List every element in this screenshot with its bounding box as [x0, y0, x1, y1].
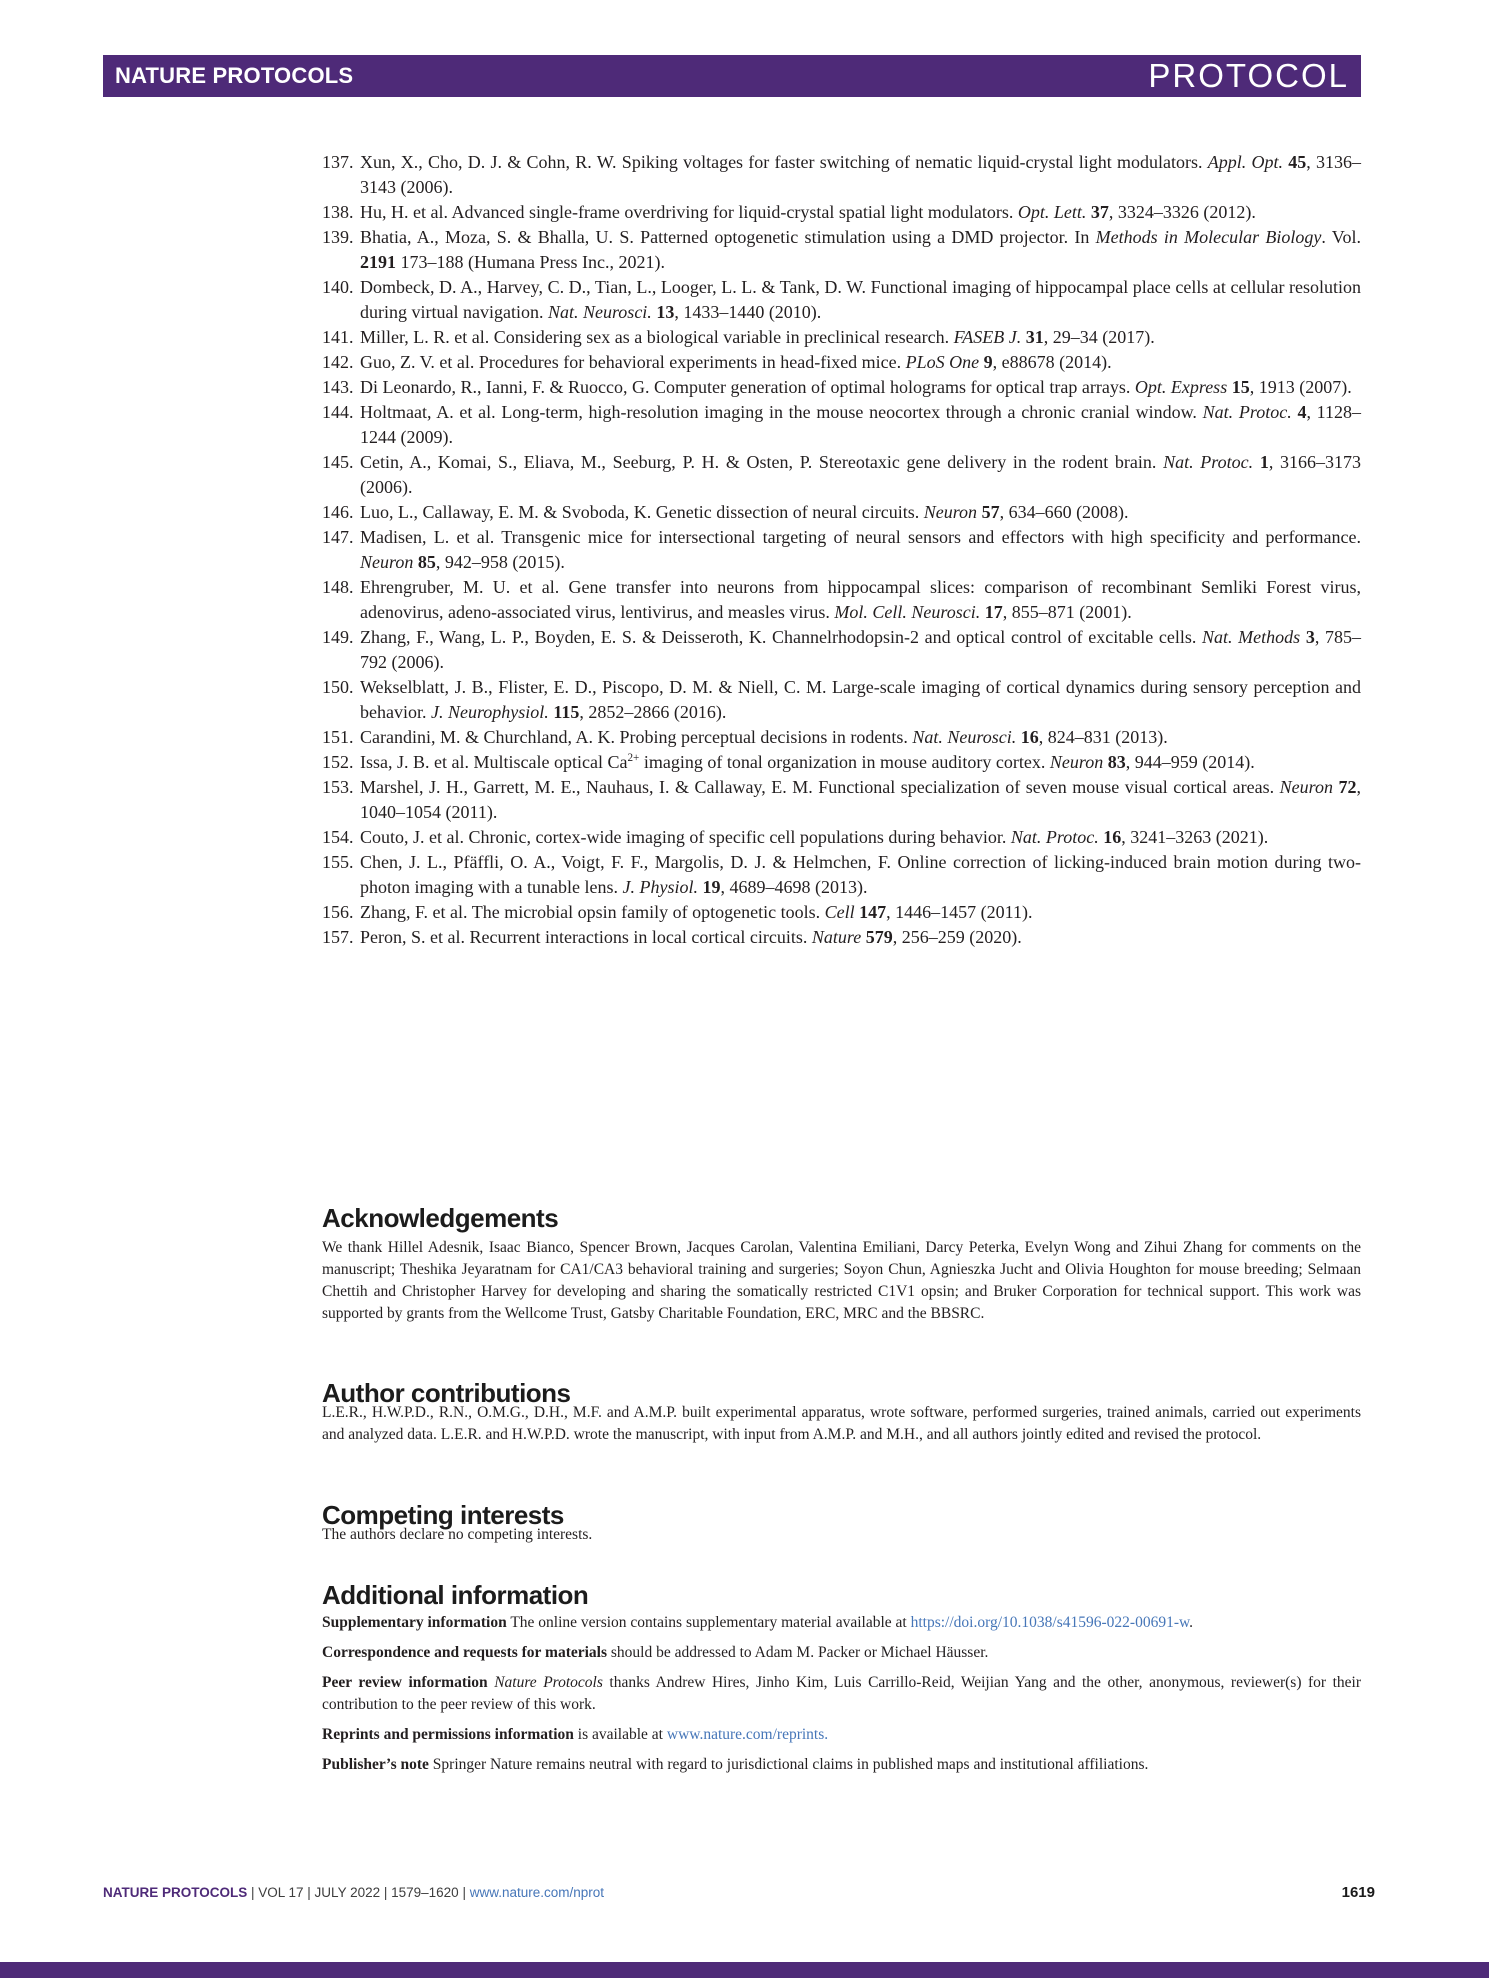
text-segment: | VOL 17 | JULY 2022 | 1579–1620 |	[247, 1885, 470, 1900]
reference-number: 141.	[322, 327, 354, 347]
text-segment: 173–188 (Humana Press Inc., 2021).	[396, 252, 665, 272]
text-segment: , 1446–1457 (2011).	[886, 902, 1033, 922]
author-contributions-text: L.E.R., H.W.P.D., R.N., O.M.G., D.H., M.F. and A.M.P. built experimental apparatus, wrote software, performed surgeries, trained animals, carried out experiments and analyzed data. L.E.R. and H.W.P.D. wrote the manuscript, with input from A.M.P. and M.H., and all authors jointly edited and revised the protocol.	[322, 1404, 1361, 1443]
text-segment: Nat. Neurosci.	[547, 302, 657, 322]
text-segment: Nat. Neurosci.	[912, 727, 1021, 747]
text-segment: 17	[984, 602, 1003, 622]
text-segment: 9	[983, 352, 993, 372]
reference-item	[322, 750, 1361, 775]
reference-text	[360, 400, 1361, 450]
text-segment: , 785–792 (2006).	[360, 627, 1362, 672]
text-segment: 3	[1305, 627, 1315, 647]
acknowledgements-heading: Acknowledgements	[322, 1203, 559, 1233]
text-segment: Methods in Molecular Biology	[1095, 227, 1322, 247]
text-segment: Wekselblatt, J. B., Flister, E. D., Piscopo, D. M. & Niell, C. M. Large-scale imaging of cortical dynamics during sensory perception and behavior.	[360, 677, 1361, 722]
text-segment: 85	[417, 552, 436, 572]
text-segment: , 4689–4698 (2013).	[720, 877, 868, 897]
reference-item	[322, 925, 1361, 950]
text-segment: , 256–259 (2020).	[892, 927, 1022, 947]
text-segment: 2191	[360, 252, 396, 272]
text-segment: Chen, J. L., Pfäffli, O. A., Voigt, F. F., Margolis, D. J. & Helmchen, F. Online correction of licking-induced brain motion during two-photon imaging with a tunable lens.	[360, 852, 1361, 897]
text-segment: Opt. Express	[1134, 377, 1232, 397]
text-segment: Appl. Opt.	[1207, 152, 1289, 172]
text-segment: 19	[702, 877, 721, 897]
reference-number: 138.	[322, 202, 354, 222]
reference-text	[360, 375, 1361, 400]
text-segment: Opt. Lett.	[1017, 202, 1091, 222]
text-segment: , 855–871 (2001).	[1002, 602, 1132, 622]
reference-text	[360, 575, 1361, 625]
reference-text	[360, 275, 1361, 325]
text-segment: imaging of tonal organization in mouse auditory cortex.	[639, 752, 1050, 772]
text-segment: Guo, Z. V. et al. Procedures for behavioral experiments in head-fixed mice.	[360, 352, 906, 372]
text-segment: , 944–959 (2014).	[1125, 752, 1255, 772]
text-segment: , 3241–3263 (2021).	[1121, 827, 1269, 847]
text-segment: Nature Protocols	[494, 1674, 603, 1691]
text-segment: , 2852–2866 (2016).	[579, 702, 727, 722]
reference-text	[360, 350, 1361, 375]
text-segment: Dombeck, D. A., Harvey, C. D., Tian, L., Looger, L. L. & Tank, D. W. Functional imaging of hippocampal place cells at cellular resolution during virtual navigation.	[360, 277, 1361, 322]
text-segment: Madisen, L. et al. Transgenic mice for intersectional targeting of neural sensors and effectors with high specificity and performance.	[360, 527, 1361, 547]
text-segment: Neuron	[360, 552, 418, 572]
text-segment: , 1040–1054 (2011).	[360, 777, 1361, 822]
competing-interests-heading: Competing interests	[322, 1500, 564, 1530]
text-segment: Couto, J. et al. Chronic, cortex-wide imaging of specific cell populations during behavior.	[360, 827, 1011, 847]
text-segment: 16	[1020, 727, 1039, 747]
text-segment: J. Neurophysiol.	[430, 702, 554, 722]
reference-number: 148.	[322, 577, 354, 597]
text-segment: 2+	[627, 752, 640, 764]
additional-info-paragraph	[322, 1642, 1361, 1664]
reference-number: 155.	[322, 852, 354, 872]
text-segment: is available at	[573, 1726, 667, 1743]
text-segment: 1	[1259, 452, 1269, 472]
references-list	[322, 150, 1361, 950]
text-segment: Mol. Cell. Neurosci.	[834, 602, 985, 622]
reference-number: 149.	[322, 627, 354, 647]
text-segment: 45	[1288, 152, 1307, 172]
text-segment: Holtmaat, A. et al. Long-term, high-resolution imaging in the mouse neocortex through a chronic cranial window.	[360, 402, 1203, 422]
text-segment: , 3166–3173 (2006).	[360, 452, 1361, 497]
text-segment: Miller, L. R. et al. Considering sex as a biological variable in preclinical research.	[360, 327, 954, 347]
additional-info-paragraph	[322, 1754, 1361, 1776]
text-segment: Supplementary information	[322, 1614, 507, 1631]
journal-name: NATURE PROTOCOLS	[115, 63, 354, 88]
text-segment: Marshel, J. H., Garrett, M. E., Nauhaus, I. & Callaway, E. M. Functional specialization of seven mouse visual cortical areas.	[360, 777, 1280, 797]
text-segment: , 824–831 (2013).	[1038, 727, 1168, 747]
text-segment: 115	[553, 702, 580, 722]
reference-item	[322, 725, 1361, 750]
reference-number: 144.	[322, 402, 354, 422]
text-segment: Zhang, F. et al. The microbial opsin family of optogenetic tools.	[360, 902, 825, 922]
text-segment: Neuron	[923, 502, 982, 522]
article-type-label: PROTOCOL	[1148, 56, 1349, 95]
reference-number: 152.	[322, 752, 354, 772]
reference-number: 157.	[322, 927, 354, 947]
reference-text	[360, 225, 1361, 275]
text-segment: Reprints and permissions information	[322, 1726, 574, 1743]
reference-number: 150.	[322, 677, 354, 697]
reprints-link[interactable]: www.nature.com/reprints.	[666, 1726, 829, 1743]
reference-number: 153.	[322, 777, 354, 797]
text-segment: Di Leonardo, R., Ianni, F. & Ruocco, G. Computer generation of optimal holograms for optical trap arrays.	[360, 377, 1135, 397]
reference-item	[322, 200, 1361, 225]
text-segment: 16	[1103, 827, 1122, 847]
reference-item	[322, 525, 1361, 575]
reference-text	[360, 450, 1361, 500]
reference-item	[322, 500, 1361, 525]
reference-item	[322, 325, 1361, 350]
text-segment: , 3136–3143 (2006).	[360, 152, 1362, 197]
reference-number: 142.	[322, 352, 354, 372]
reference-item	[322, 225, 1361, 275]
acknowledgements-text: We thank Hillel Adesnik, Isaac Bianco, Spencer Brown, Jacques Carolan, Valentina Emiliani, Darcy Peterka, Evelyn Wong and Zihui Zhang for comments on the manuscript; Theshika Jeyaratnam for CA1/CA3 behavioral training and surgeries; Soyon Chun, Agnieszka Jucht and Olivia Houghton for mouse breeding; Selmaan Chettih and Christopher Harvey for developing and sharing the somatically restricted C1V1 opsin; and Bruker Corporation for technical support. This work was supported by grants from the Wellcome Trust, Gatsby Charitable Foundation, ERC, MRC and the BBSRC.	[322, 1239, 1361, 1322]
reference-text	[360, 850, 1361, 900]
text-segment: 4	[1297, 402, 1307, 422]
reference-item	[322, 450, 1361, 500]
text-segment: 15	[1231, 377, 1250, 397]
text-segment: 83	[1107, 752, 1126, 772]
text-segment: 57	[981, 502, 1000, 522]
header-bar	[103, 55, 1361, 97]
text-segment: Cetin, A., Komai, S., Eliava, M., Seeburg, P. H. & Osten, P. Stereotaxic gene delivery in the rodent brain.	[360, 452, 1164, 472]
text-segment: 579	[865, 927, 893, 947]
author-contributions-heading: Author contributions	[322, 1378, 571, 1408]
reference-text	[360, 325, 1361, 350]
text-segment: Nat. Protoc.	[1163, 452, 1260, 472]
text-segment: Ehrengruber, M. U. et al. Gene transfer into neurons from hippocampal slices: comparison of recombinant Semliki Forest virus, adenovirus, adeno-associated virus, lentivirus, and measles virus.	[360, 577, 1361, 622]
text-segment: , 29–34 (2017).	[1043, 327, 1155, 347]
reference-number: 146.	[322, 502, 354, 522]
text-segment: J. Physiol.	[622, 877, 703, 897]
reference-number: 143.	[322, 377, 354, 397]
text-segment: Carandini, M. & Churchland, A. K. Probing perceptual decisions in rodents.	[360, 727, 913, 747]
reference-item	[322, 850, 1361, 900]
text-segment: Issa, J. B. et al. Multiscale optical Ca	[360, 752, 628, 772]
reference-number: 156.	[322, 902, 354, 922]
reference-number: 147.	[322, 527, 354, 547]
text-segment: Nat. Protoc.	[1202, 402, 1298, 422]
additional-info-paragraph	[322, 1672, 1361, 1716]
footer	[103, 1884, 1375, 1901]
text-segment: .	[1189, 1614, 1194, 1631]
reference-item	[322, 150, 1361, 200]
text-segment: Zhang, F., Wang, L. P., Boyden, E. S. & Deisseroth, K. Channelrhodopsin-2 and optical control of excitable cells.	[360, 627, 1203, 647]
text-segment: Neuron	[1279, 777, 1339, 797]
text-segment: The online version contains supplementary material available at	[506, 1614, 911, 1631]
text-segment: 31	[1025, 327, 1044, 347]
text-segment: 13	[656, 302, 675, 322]
reference-item	[322, 825, 1361, 850]
text-segment: thanks Andrew Hires, Jinho Kim, Luis Carrillo-Reid, Weijian Yang and the other, anonymous, reviewer(s) for their contribution to the peer review of this work.	[322, 1674, 1361, 1713]
reference-item	[322, 625, 1361, 675]
text-segment: Springer Nature remains neutral with regard to jurisdictional claims in published maps and institutional affiliations.	[428, 1756, 1149, 1773]
additional-info-paragraph	[322, 1724, 1361, 1746]
text-segment: 37	[1090, 202, 1109, 222]
reference-number: 140.	[322, 277, 354, 297]
text-segment: Luo, L., Callaway, E. M. & Svoboda, K. Genetic dissection of neural circuits.	[360, 502, 924, 522]
text-segment: 147	[859, 902, 887, 922]
text-segment: Cell	[824, 902, 860, 922]
competing-interests-text: The authors declare no competing interests.	[322, 1526, 593, 1543]
text-segment: , 1913 (2007).	[1249, 377, 1352, 397]
reference-text	[360, 525, 1361, 575]
text-segment: PLoS One	[905, 352, 984, 372]
reference-item	[322, 575, 1361, 625]
reference-item	[322, 375, 1361, 400]
reference-text	[360, 200, 1361, 225]
text-segment: , e88678 (2014).	[992, 352, 1112, 372]
additional-info-paragraph	[322, 1612, 1361, 1634]
text-segment: , 1433–1440 (2010).	[674, 302, 822, 322]
bottom-bar	[0, 1962, 1489, 1978]
text-segment: Peron, S. et al. Recurrent interactions in local cortical circuits.	[360, 927, 812, 947]
text-segment: . Vol.	[1321, 227, 1361, 247]
additional-information-paragraphs	[322, 1612, 1361, 1784]
reference-text	[360, 825, 1361, 850]
reference-item	[322, 350, 1361, 375]
text-segment: Xun, X., Cho, D. J. & Cohn, R. W. Spiking voltages for faster switching of nematic liquid-crystal light modulators.	[360, 152, 1208, 172]
footer-page-number: 1619	[1341, 1884, 1375, 1901]
reference-number: 137.	[322, 152, 354, 172]
additional-information-heading: Additional information	[322, 1580, 589, 1610]
reference-text	[360, 150, 1361, 200]
reference-item	[322, 400, 1361, 450]
text-segment: Nat. Protoc.	[1010, 827, 1104, 847]
text-segment: Neuron	[1049, 752, 1108, 772]
text-segment: Nature	[811, 927, 866, 947]
reference-item	[322, 275, 1361, 325]
reference-item	[322, 775, 1361, 825]
reference-text	[360, 900, 1361, 925]
footer-citation	[103, 1885, 604, 1900]
text-segment: 72	[1338, 777, 1357, 797]
reference-text	[360, 725, 1361, 750]
footer-journal-name: NATURE PROTOCOLS	[103, 1885, 248, 1900]
reference-number: 154.	[322, 827, 354, 847]
reference-text	[360, 925, 1361, 950]
reference-text	[360, 625, 1361, 675]
text-segment: Bhatia, A., Moza, S. & Bhalla, U. S. Patterned optogenetic stimulation using a DMD projector. In	[360, 227, 1096, 247]
reference-number: 145.	[322, 452, 354, 472]
text-segment: , 634–660 (2008).	[999, 502, 1129, 522]
text-segment: FASEB J.	[953, 327, 1026, 347]
reference-text	[360, 500, 1361, 525]
text-segment: , 3324–3326 (2012).	[1108, 202, 1256, 222]
reference-text	[360, 775, 1361, 825]
reference-item	[322, 900, 1361, 925]
text-segment: , 1128–1244 (2009).	[360, 402, 1361, 447]
text-segment: Publisher’s note	[322, 1756, 429, 1773]
text-segment: Nat. Methods	[1202, 627, 1306, 647]
text-segment: should be addressed to Adam M. Packer or Michael Häusser.	[607, 1644, 989, 1661]
reference-number: 151.	[322, 727, 354, 747]
reference-item	[322, 675, 1361, 725]
reference-text	[360, 675, 1361, 725]
reference-text	[360, 750, 1361, 775]
text-segment: Correspondence and requests for materials	[322, 1644, 608, 1661]
text-segment: , 942–958 (2015).	[435, 552, 565, 572]
nprot-link[interactable]: www.nature.com/nprot	[469, 1885, 605, 1900]
text-segment: Hu, H. et al. Advanced single-frame overdriving for liquid-crystal spatial light modulators.	[360, 202, 1018, 222]
text-segment: Peer review information	[322, 1674, 488, 1691]
reference-number: 139.	[322, 227, 354, 247]
doi-link[interactable]: https://doi.org/10.1038/s41596-022-00691-w	[910, 1614, 1190, 1631]
